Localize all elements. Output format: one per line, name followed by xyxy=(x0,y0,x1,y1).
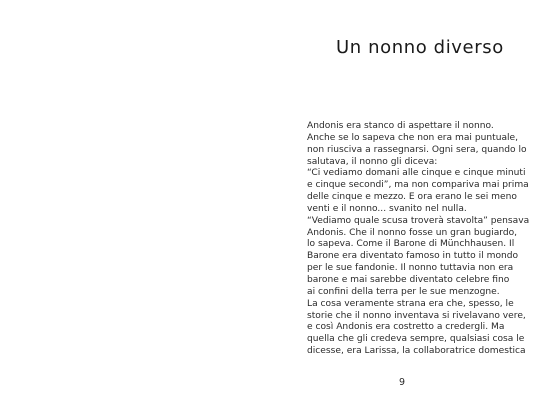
text-line: Andonis. Che il nonno fosse un gran bugiardo, xyxy=(307,227,518,238)
text-line: ai confini della terra per le sue menzogne. xyxy=(307,286,500,297)
body-text xyxy=(307,121,530,358)
text-line: Andonis era stanco di aspettare il nonno. xyxy=(307,121,494,131)
text-line: e così Andonis era costretto a credergli. Ma xyxy=(307,322,505,333)
text-line: delle cinque e mezzo. E ora erano le sei meno xyxy=(307,192,517,203)
text-line: Anche se lo sapeva che non era mai puntuale, xyxy=(307,132,519,143)
text-line: lo sapeva. Come il Barone di Münchhausen. Il xyxy=(307,239,515,250)
text-line: La cosa veramente strana era che, spesso, le xyxy=(307,298,514,309)
text-line: salutava, il nonno gli diceva: xyxy=(307,156,438,167)
text-line: Barone era diventato famoso in tutto il mondo xyxy=(307,251,519,262)
text-line: “Vediamo quale scusa troverà stavolta” pensava xyxy=(307,215,530,226)
page-number: 9 xyxy=(398,377,406,388)
text-line: per le sue fandonie. Il nonno tuttavia non era xyxy=(307,263,514,274)
chapter-title: Un nonno diverso xyxy=(336,37,504,58)
text-line: storie che il nonno inventava si rivelavano vere, xyxy=(307,310,526,321)
text-line: venti e il nonno... svanito nel nulla. xyxy=(307,203,467,214)
text-line: “Ci vediamo domani alle cinque e cinque minuti xyxy=(307,168,526,179)
text-line: barone e mai sarebbe diventato celebre fino xyxy=(307,274,510,285)
text-line: non riusciva a rassegnarsi. Ogni sera, quando lo xyxy=(307,144,527,155)
text-line: dicesse, era Larissa, la collaboratrice domestica xyxy=(307,346,526,357)
text-line: e cinque secondi”, ma non compariva mai prima xyxy=(307,180,529,191)
text-line: quella che gli credeva sempre, qualsiasi cosa le xyxy=(307,334,525,345)
